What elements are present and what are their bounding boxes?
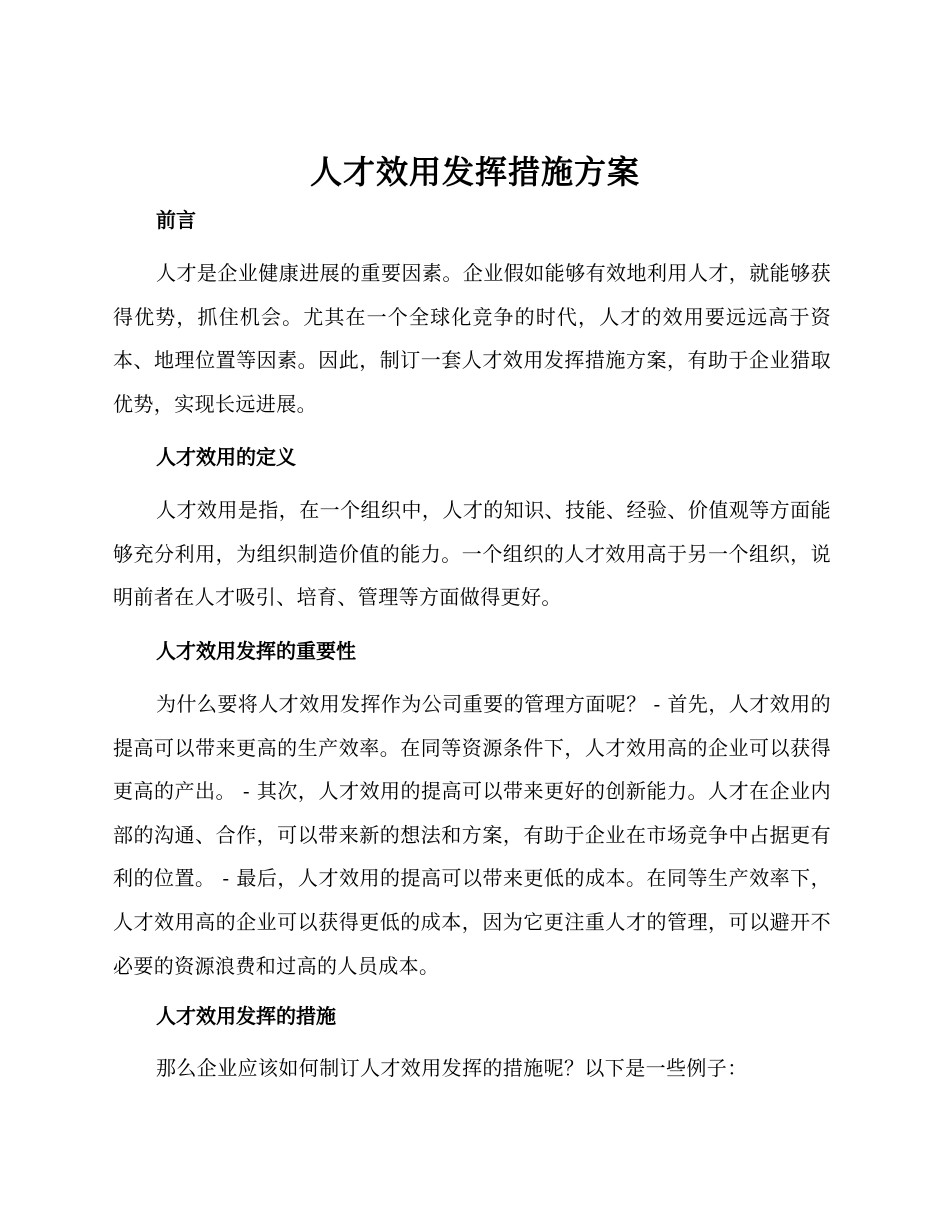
section-heading-measures: 人才效用发挥的措施	[156, 1004, 336, 1028]
section-paragraph-definition: 人才效用是指，在一个组织中，人才的知识、技能、经验、价值观等方面能够充分利用，为组织制造价值的能力。一个组织的人才效用高于另一个组织，说明前者在人才吸引、培育、管理等方面做得更好。	[113, 498, 831, 610]
section-heading-importance: 人才效用发挥的重要性	[156, 639, 356, 663]
section-paragraph-preface: 人才是企业健康进展的重要因素。企业假如能够有效地利用人才，就能够获得优势，抓住机会。尤其在一个全球化竞争的时代，人才的效用要远远高于资本、地理位置等因素。因此，制订一套人才效用发挥措施方案，有助于企业猎取优势，实现长远进展。	[113, 261, 831, 416]
section-paragraph-measures: 那么企业应该如何制订人才效用发挥的措施呢？以下是一些例子：	[156, 1056, 748, 1080]
document-title: 人才效用发挥措施方案	[309, 153, 640, 191]
section-paragraph-importance: 为什么要将人才效用发挥作为公司重要的管理方面呢？ - 首先，人才效用的提高可以带来更高的生产效率。在同等资源条件下，人才效用高的企业可以获得更高的产出。 - 其次，人才效用的提高可以带来更好的创新能力。人才在企业内部的沟通、合作，可以带来新的想法和方案，有助于企业在市场竞争中占据更有利的位置。 - 最后，人才效用的提高可以带来更低的成本。在同等生产效率下，人才效用高的企业可以获得更低的成本，因为它更注重人才的管理，可以避开不必要的资源浪费和过高的人员成本。	[113, 692, 831, 978]
section-heading-preface: 前言	[156, 208, 196, 232]
section-heading-definition: 人才效用的定义	[156, 445, 296, 469]
